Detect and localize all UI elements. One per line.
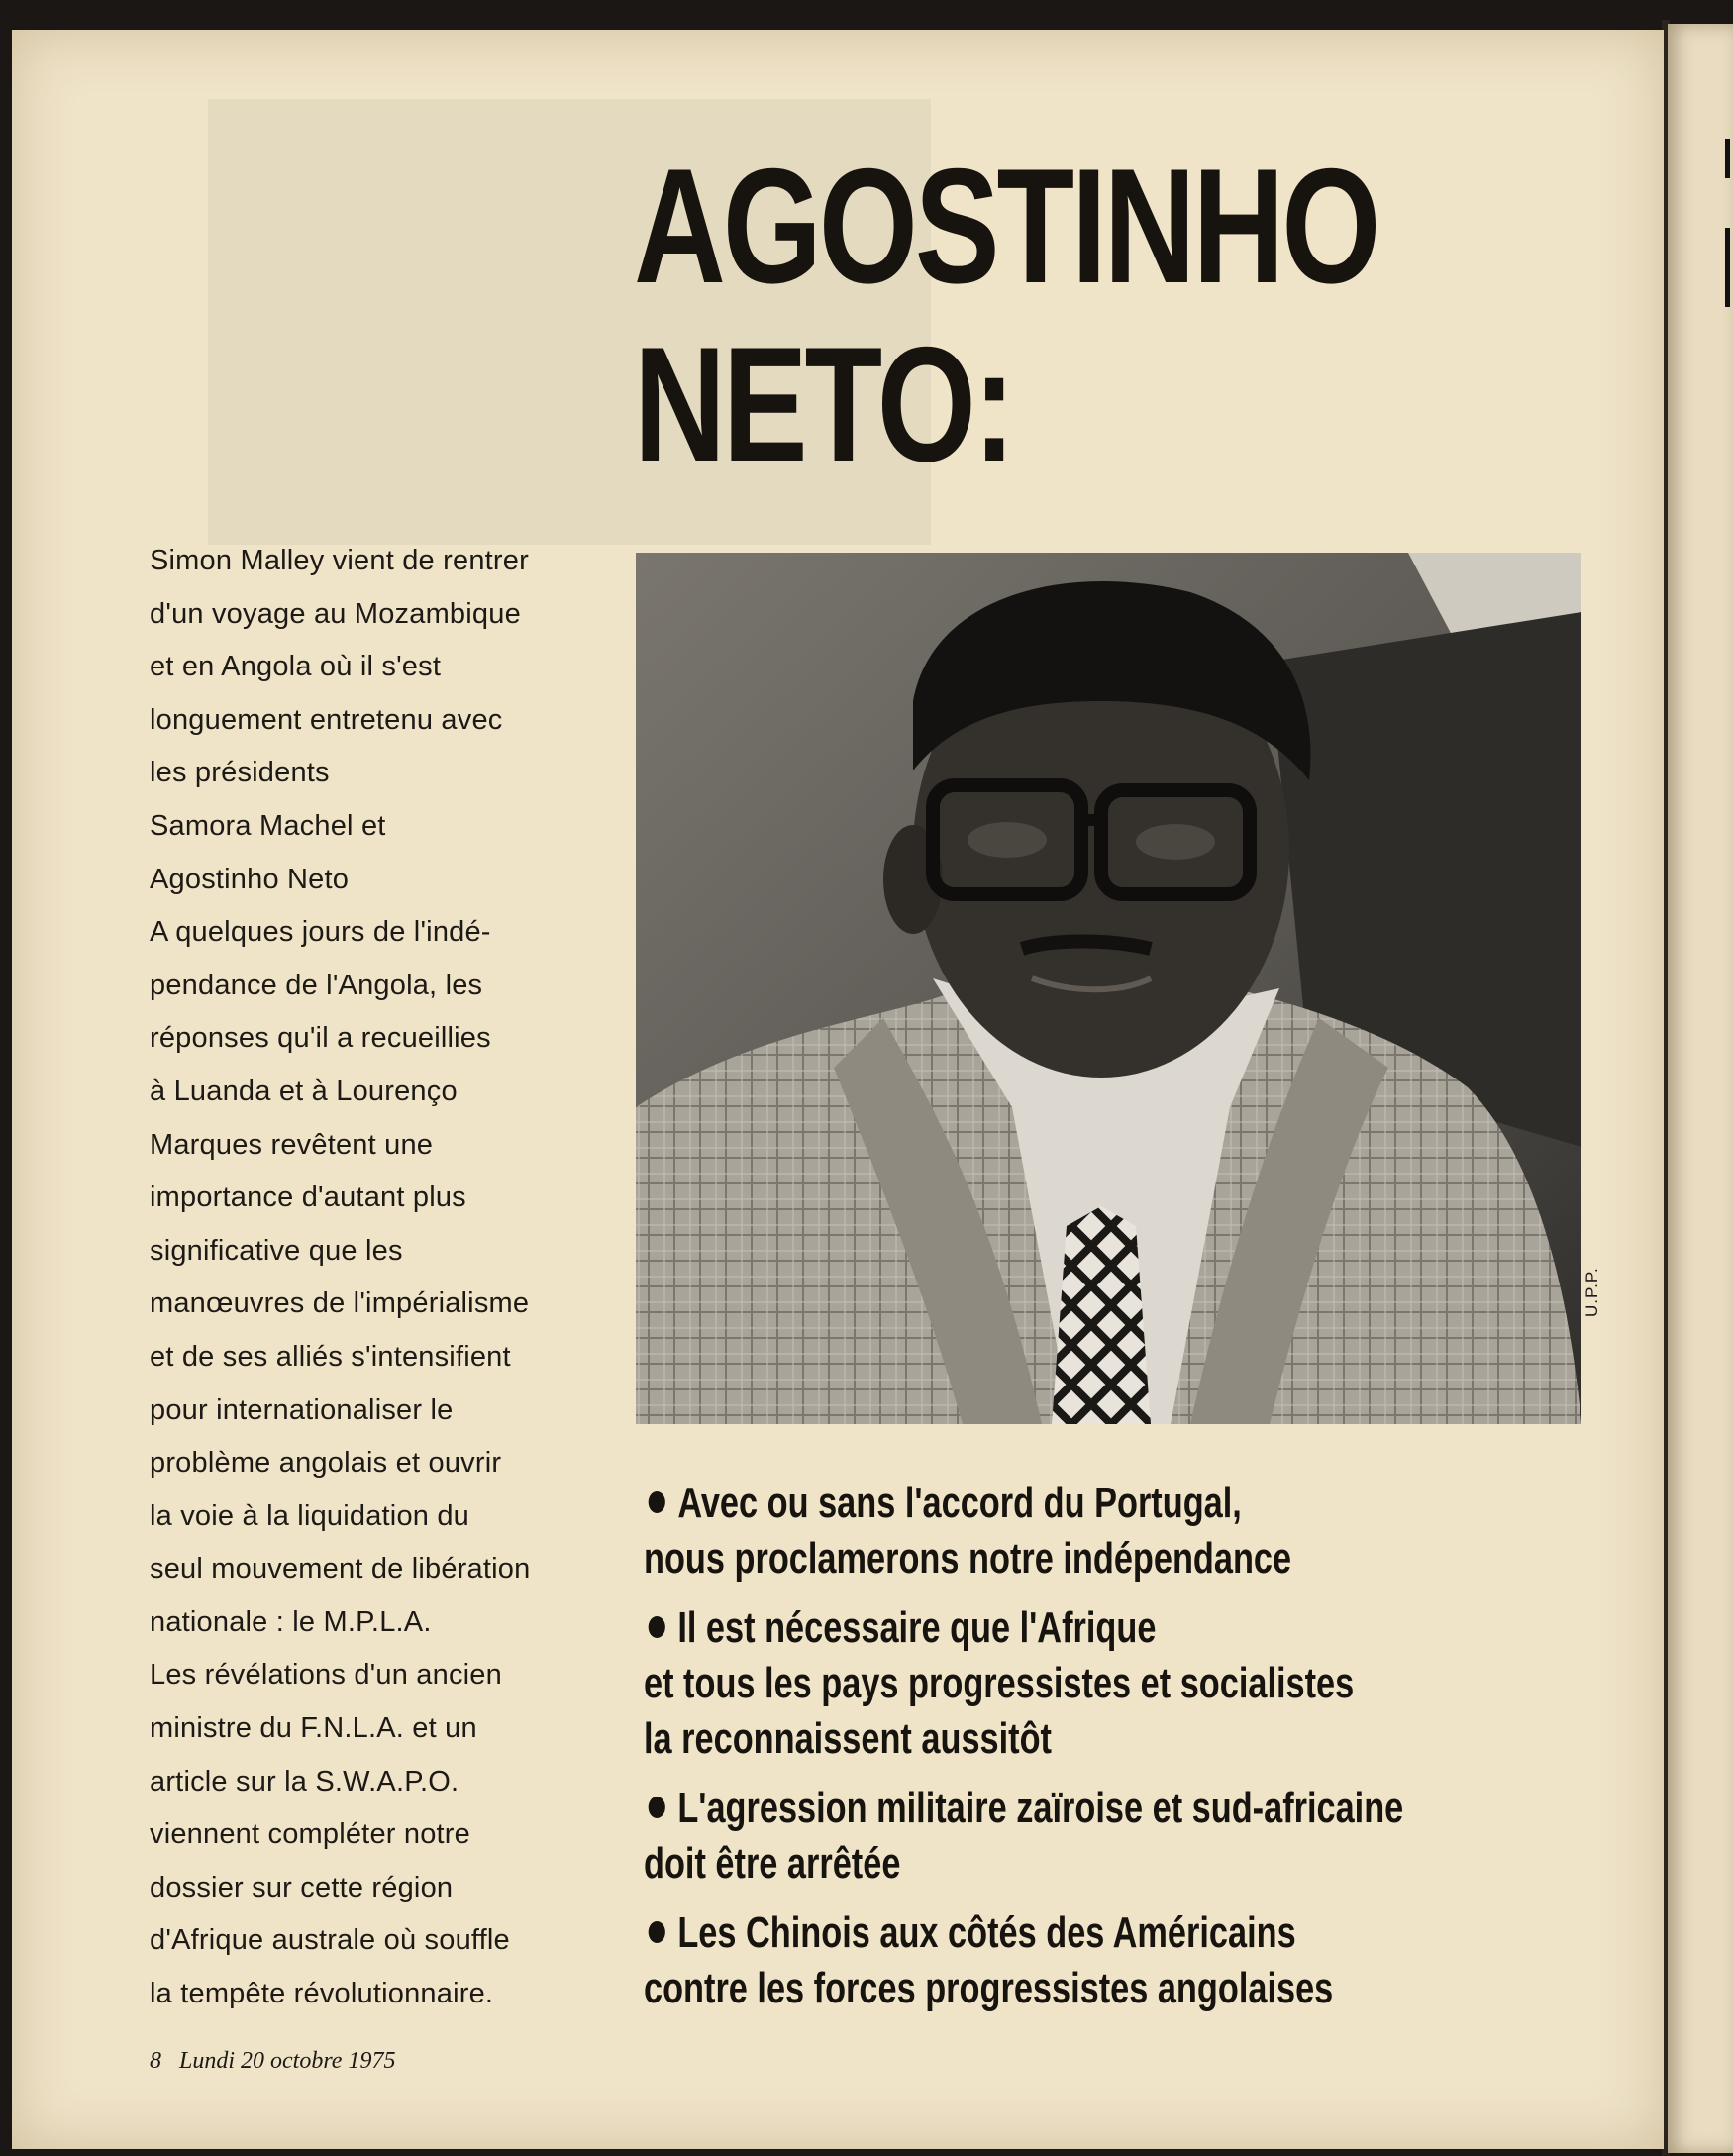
headline-line-2: NETO:	[634, 313, 1013, 495]
key-point-line-first	[644, 1600, 1648, 1656]
intro-line: d'un voyage au Mozambique	[150, 597, 521, 630]
intro-line: longuement entretenu avec	[150, 703, 503, 736]
intro-line: problème angolais et ouvrir	[150, 1447, 502, 1480]
key-point-line: la reconnaissent aussitôt	[644, 1714, 1052, 1763]
intro-line: nationale : le M.P.L.A.	[150, 1605, 432, 1638]
intro-line: les présidents	[150, 757, 330, 789]
key-point-line-first	[644, 1476, 1648, 1531]
key-point-text: L'agression militaire zaïroise et sud-africaine	[677, 1784, 1404, 1832]
intro-line: importance d'autant plus	[150, 1181, 466, 1214]
intro-line: manœuvres de l'impérialisme	[150, 1287, 530, 1320]
intro-line: Marques revêtent une	[150, 1128, 434, 1161]
intro-line: dossier sur cette région	[150, 1871, 454, 1903]
intro-line: et de ses alliés s'intensifient	[150, 1340, 511, 1373]
intro-line: seul mouvement de libération	[150, 1553, 531, 1586]
bullet-icon	[649, 1797, 665, 1818]
intro-paragraph	[150, 535, 615, 2021]
intro-line: Agostinho Neto	[150, 863, 350, 895]
headline-line-1: AGOSTINHO	[634, 135, 1378, 317]
intro-line: à Luanda et à Lourenço	[150, 1075, 458, 1107]
key-point-text: Avec ou sans l'accord du Portugal,	[677, 1479, 1242, 1527]
intro-line: la tempête révolutionnaire.	[150, 1978, 494, 2010]
intro-line: la voie à la liquidation du	[150, 1499, 470, 1532]
page-number: 8	[150, 2048, 161, 2074]
facing-page-edge	[1668, 24, 1733, 2153]
facing-page-mark	[1725, 228, 1730, 307]
portrait-photo	[636, 553, 1581, 1424]
intro-line: ministre du F.N.L.A. et un	[150, 1712, 477, 1745]
key-point-text: Les Chinois aux côtés des Américains	[677, 1908, 1296, 1957]
key-point	[644, 1476, 1648, 1587]
key-point-line-first	[644, 1905, 1648, 1961]
key-point	[644, 1781, 1648, 1892]
headline	[634, 137, 1377, 493]
photo-credit: U.P.P.	[1582, 1267, 1601, 1317]
intro-line: Les révélations d'un ancien	[150, 1659, 502, 1692]
key-point-text: Il est nécessaire que l'Afrique	[677, 1603, 1157, 1652]
intro-line: pour internationaliser le	[150, 1393, 454, 1426]
key-point-line: contre les forces progressistes angolaises	[644, 1964, 1334, 2012]
intro-line: A quelques jours de l'indé-	[150, 916, 491, 949]
intro-line: d'Afrique australe où souffle	[150, 1924, 510, 1957]
page-footer	[150, 2048, 395, 2075]
intro-line: et en Angola où il s'est	[150, 651, 442, 683]
intro-line: article sur la S.W.A.P.O.	[150, 1765, 459, 1797]
key-point	[644, 1905, 1648, 2016]
intro-line: viennent compléter notre	[150, 1818, 470, 1851]
bullet-icon	[649, 1491, 665, 1513]
key-point-line: nous proclamerons notre indépendance	[644, 1534, 1292, 1583]
intro-line: Simon Malley vient de rentrer	[150, 545, 529, 576]
intro-line: Samora Machel et	[150, 809, 386, 842]
issue-date: Lundi 20 octobre 1975	[179, 2048, 396, 2074]
facing-page-mark	[1725, 139, 1730, 178]
portrait-illustration	[636, 553, 1581, 1424]
key-point-line: doit être arrêtée	[644, 1839, 901, 1888]
key-point-line-first	[644, 1781, 1648, 1836]
key-point-line: et tous les pays progressistes et socialistes	[644, 1659, 1355, 1707]
intro-line: significative que les	[150, 1234, 403, 1267]
intro-line: réponses qu'il a recueillies	[150, 1022, 491, 1055]
key-points-list	[644, 1476, 1654, 2030]
key-point	[644, 1600, 1648, 1767]
intro-line: pendance de l'Angola, les	[150, 969, 483, 1001]
bullet-icon	[649, 1921, 665, 1943]
bullet-icon	[649, 1616, 665, 1638]
